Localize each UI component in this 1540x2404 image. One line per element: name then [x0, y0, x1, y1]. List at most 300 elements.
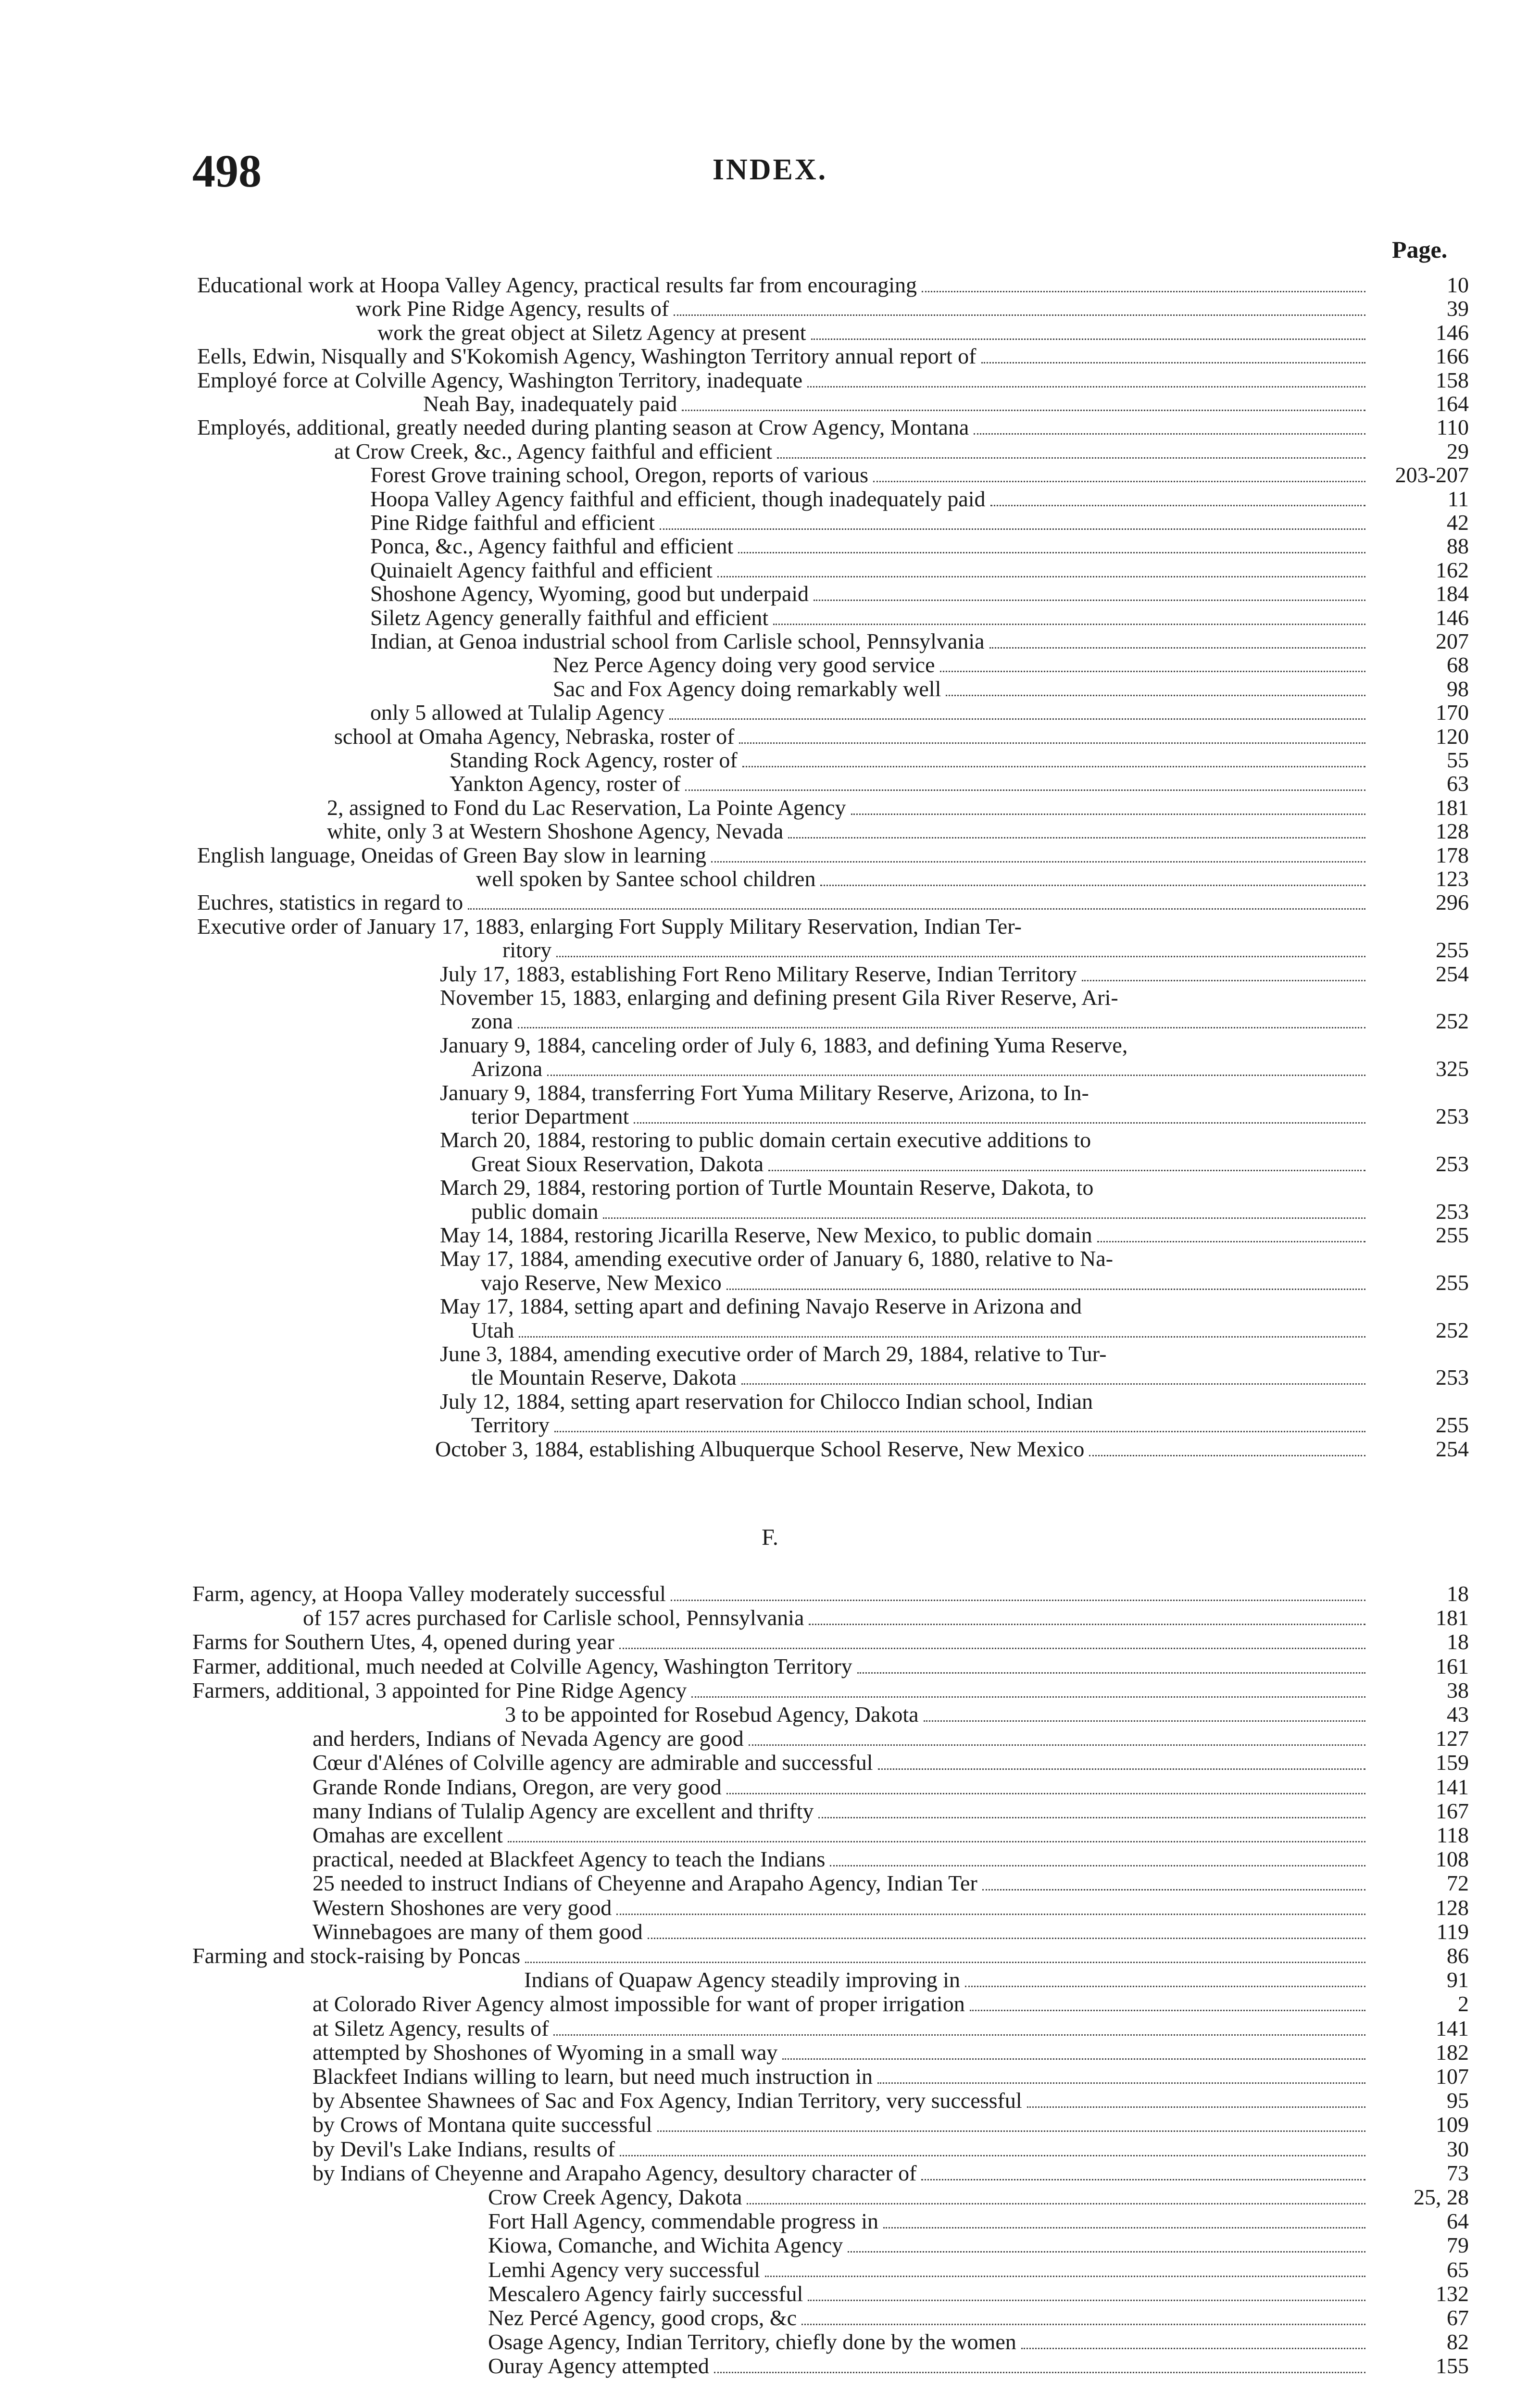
index-entry-text: at Siletz Agency, results of [313, 2016, 549, 2041]
index-entry-text: July 17, 1883, establishing Fort Reno Military Reserve, Indian Territory [440, 962, 1077, 986]
index-entry [303, 1606, 1370, 1630]
index-entry-page: 18 [1447, 1581, 1469, 1606]
index-entry-page: 159 [1436, 1750, 1469, 1775]
index-entry-page: 91 [1447, 1967, 1469, 1992]
index-entry [488, 2258, 1370, 2282]
index-entry-page: 30 [1447, 2137, 1469, 2161]
index-entry-page: 2 [1458, 1991, 1469, 2016]
index-entry [488, 2354, 1370, 2378]
dot-leader [468, 891, 1365, 910]
index-entry [471, 1200, 1370, 1224]
index-entry-text: Yankton Agency, roster of [450, 771, 681, 796]
index-entry-text: Ponca, &c., Agency faithful and efficient [370, 534, 734, 558]
dot-leader [1027, 916, 1365, 934]
index-entry [370, 487, 1370, 511]
dot-leader [801, 2306, 1365, 2325]
dot-leader [768, 1152, 1365, 1171]
dot-leader [765, 2258, 1365, 2277]
index-entry-page: 146 [1436, 320, 1469, 345]
dot-leader [620, 2138, 1365, 2156]
index-entry-text: Executive order of January 17, 1883, enlarging Fort Supply Military Reservation, Indian Ter- [197, 914, 1022, 939]
dot-leader [657, 2113, 1366, 2132]
index-entry [471, 1057, 1370, 1081]
page-column-label: Page. [1392, 236, 1448, 263]
index-entry [313, 2161, 1370, 2185]
index-entry [476, 867, 1370, 891]
index-entry [488, 2185, 1370, 2209]
index-entry-text: Educational work at Hoopa Valley Agency, practical results far from encouraging [197, 273, 917, 297]
index-entry-text: Employés, additional, greatly needed during planting season at Crow Agency, Montana [197, 415, 969, 439]
index-entry-text: March 29, 1884, restoring portion of Turtle Mountain Reserve, Dakota, to [440, 1175, 1094, 1200]
index-entry-text: Eells, Edwin, Nisqually and S'Kokomish Agency, Washington Territory annual report of [197, 344, 977, 368]
dot-leader [848, 2234, 1365, 2253]
index-entry-text: 25 needed to instruct Indians of Cheyenne and Arapaho Agency, Indian Ter [313, 1871, 977, 1895]
dot-leader [921, 2162, 1365, 2180]
index-entry [197, 344, 1370, 368]
page-number: 498 [192, 145, 262, 197]
index-entry [370, 582, 1370, 606]
index-entry-page: 88 [1447, 534, 1469, 558]
index-entry-page: 127 [1436, 1726, 1469, 1751]
index-entry [192, 1582, 1370, 1606]
index-entry-text: English language, Oneidas of Green Bay slow in learning [197, 843, 707, 867]
index-entry-page: 255 [1436, 1413, 1469, 1437]
index-entry-page: 253 [1436, 1365, 1469, 1390]
index-entry [450, 748, 1370, 772]
index-entry-text: Farm, agency, at Hoopa Valley moderately successful [192, 1581, 666, 1606]
index-entry-page: 167 [1436, 1799, 1469, 1823]
index-entry-page: 155 [1436, 2354, 1469, 2378]
index-entry [440, 1247, 1370, 1271]
index-entry-page: 253 [1436, 1199, 1469, 1224]
dot-leader [747, 2186, 1365, 2204]
dot-leader [922, 274, 1365, 292]
index-entry-text: Blackfeet Indians willing to learn, but need much instruction in [313, 2064, 873, 2089]
index-entry [553, 653, 1370, 677]
index-entry-page: 119 [1436, 1919, 1469, 1944]
dot-leader [807, 369, 1365, 388]
dot-leader [811, 321, 1365, 340]
dot-leader [669, 701, 1365, 720]
index-entry-page: 164 [1436, 391, 1469, 416]
dot-leader [1111, 1344, 1365, 1361]
index-entry-page: 18 [1447, 1629, 1469, 1654]
index-entry-text: Farmers, additional, 3 appointed for Pine Ridge Agency [192, 1678, 687, 1703]
index-entry-page: 123 [1436, 866, 1469, 891]
index-entry-text: public domain [471, 1199, 599, 1224]
index-entry-page: 98 [1447, 676, 1469, 701]
dot-leader [674, 297, 1365, 316]
dot-leader [788, 820, 1365, 839]
index-entry-text: by Absentee Shawnees of Sac and Fox Agency, Indian Territory, very successful [313, 2088, 1022, 2113]
index-entry [488, 2233, 1370, 2257]
index-entry [313, 1992, 1370, 2016]
index-entry [197, 415, 1370, 439]
index-entry-text: May 17, 1884, setting apart and defining Navajo Reserve in Arizona and [440, 1294, 1082, 1318]
index-entry-text: Grande Ronde Indians, Oregon, are very good [313, 1775, 722, 1799]
dot-leader [519, 1319, 1365, 1338]
index-entry [313, 2065, 1370, 2089]
dot-leader [749, 1727, 1365, 1746]
dot-leader [660, 511, 1365, 530]
dot-leader [773, 606, 1365, 625]
index-entry-text: Crow Creek Agency, Dakota [488, 2185, 742, 2209]
index-entry-page: 254 [1436, 1437, 1469, 1461]
index-entry-text: Great Sioux Reservation, Dakota [471, 1152, 764, 1176]
index-entry-page: 29 [1447, 439, 1469, 463]
index-entry [313, 2137, 1370, 2161]
index-entry-text: Lemhi Agency very successful [488, 2257, 760, 2282]
index-entry [313, 2016, 1370, 2041]
index-entry-page: 55 [1447, 748, 1469, 772]
index-entry-page: 325 [1436, 1056, 1469, 1081]
index-entry-text: Hoopa Valley Agency faithful and efficient, though inadequately paid [370, 487, 986, 511]
index-entry-page: 141 [1436, 2016, 1469, 2041]
index-entry-page: 162 [1436, 558, 1469, 582]
index-entry [440, 1081, 1370, 1105]
dot-leader [714, 2354, 1365, 2373]
dot-leader [691, 1679, 1365, 1698]
index-entry [488, 2282, 1370, 2306]
index-entry-text: by Indians of Cheyenne and Arapaho Agency, desultory character of [313, 2161, 917, 2185]
index-entry-page: 38 [1447, 1678, 1469, 1703]
index-entry-text: vajo Reserve, New Mexico [481, 1270, 722, 1295]
dot-leader [1021, 2330, 1365, 2349]
dot-leader [857, 1655, 1365, 1674]
index-entry [370, 701, 1370, 725]
index-entry [488, 2330, 1370, 2354]
dot-leader [685, 772, 1365, 791]
index-entry [481, 1271, 1370, 1295]
index-entry-text: Shoshone Agency, Wyoming, good but underpaid [370, 581, 809, 606]
index-entry [370, 511, 1370, 535]
dot-leader [818, 1800, 1365, 1818]
index-entry-page: 109 [1436, 2112, 1469, 2137]
index-entry-text: ritory [502, 938, 552, 962]
index-entry-text: Farmer, additional, much needed at Colville Agency, Washington Territory [192, 1654, 852, 1678]
index-entry-page: 158 [1436, 368, 1469, 392]
dot-leader [878, 1751, 1365, 1770]
index-entry-page: 255 [1436, 1223, 1469, 1247]
index-entry-text: Employé force at Colville Agency, Washington Territory, inadequate [197, 368, 803, 392]
index-entry-text: Territory [471, 1413, 550, 1437]
index-entry-text: November 15, 1883, enlarging and defining present Gila River Reserve, Ari- [440, 985, 1118, 1010]
dot-leader [547, 1057, 1365, 1076]
dot-leader [1118, 1249, 1365, 1266]
dot-leader [1097, 1224, 1365, 1242]
index-entry-text: many Indians of Tulalip Agency are excellent and thrifty [313, 1799, 814, 1823]
index-entry [440, 1176, 1370, 1200]
dot-leader [554, 1414, 1365, 1432]
dot-leader [717, 559, 1365, 577]
index-entry-page: 67 [1447, 2305, 1469, 2330]
dot-leader [619, 1630, 1365, 1649]
dot-leader [508, 1824, 1365, 1842]
index-entry-page: 108 [1436, 1847, 1469, 1871]
index-entry-page: 107 [1436, 2064, 1469, 2089]
index-entry-page: 184 [1436, 581, 1469, 606]
dot-leader [518, 1010, 1365, 1028]
index-entry-text: Pine Ridge faithful and efficient [370, 510, 655, 535]
index-entry-text: May 17, 1884, amending executive order of January 6, 1880, relative to Na- [440, 1246, 1114, 1271]
index-entry-text: 3 to be appointed for Rosebud Agency, Dakota [505, 1702, 919, 1727]
index-entry-text: March 20, 1884, restoring to public domain certain executive additions to [440, 1127, 1091, 1152]
index-entry-page: 110 [1436, 415, 1469, 439]
index-entry-text: of 157 acres purchased for Carlisle school, Pennsylvania [303, 1605, 804, 1630]
dot-leader [970, 1992, 1365, 2011]
dot-leader [814, 582, 1365, 601]
dot-leader [809, 1606, 1365, 1625]
index-entry-text: July 12, 1884, setting apart reservation for Chilocco Indian school, Indian [440, 1389, 1093, 1414]
index-entry-text: January 9, 1884, canceling order of July 6, 1883, and defining Yuma Reserve, [440, 1033, 1128, 1057]
index-entry-text: Nez Perce Agency doing very good service [553, 652, 935, 677]
index-entry-text: Farming and stock-raising by Poncas [192, 1943, 521, 1968]
index-entry [313, 1727, 1370, 1751]
dot-leader [648, 1920, 1365, 1939]
index-entry-text: Arizona [471, 1056, 543, 1081]
index-entry [334, 725, 1370, 749]
index-entry [370, 558, 1370, 582]
index-entry [370, 629, 1370, 653]
index-entry [370, 606, 1370, 630]
index-entry [313, 1799, 1370, 1823]
index-entry [313, 1775, 1370, 1799]
dot-leader [553, 2017, 1365, 2036]
dot-leader [1027, 2089, 1365, 2108]
index-entry-page: 65 [1447, 2257, 1469, 2282]
index-entry-text: Fort Hall Agency, commendable progress in [488, 2209, 879, 2233]
index-entry-text: Omahas are excellent [313, 1823, 503, 1847]
dot-leader [1132, 1035, 1365, 1052]
dot-leader [741, 1366, 1365, 1385]
index-entry-text: practical, needed at Blackfeet Agency to teach the Indians [313, 1847, 826, 1871]
index-entry-text: at Colorado River Agency almost impossible for want of proper irrigation [313, 1991, 965, 2016]
index-entry [370, 463, 1370, 487]
index-entry-text: 2, assigned to Fond du Lac Reservation, La Pointe Agency [327, 795, 846, 820]
index-entry-page: 95 [1447, 2088, 1469, 2113]
index-entry [197, 914, 1370, 939]
index-entry [435, 1437, 1370, 1461]
index-entry [440, 1033, 1370, 1057]
index-entry-page: 128 [1436, 1895, 1469, 1920]
dot-leader [671, 1582, 1365, 1601]
index-entry-text: Mescalero Agency fairly successful [488, 2281, 803, 2306]
dot-leader [525, 1944, 1365, 1963]
dot-leader [742, 749, 1365, 767]
index-entry-page: 132 [1436, 2281, 1469, 2306]
index-entry-text: well spoken by Santee school children [476, 866, 816, 891]
index-entry [502, 938, 1370, 962]
index-entry [440, 962, 1370, 986]
index-entry-page: 11 [1447, 487, 1469, 511]
index-entry-page: 82 [1447, 2329, 1469, 2354]
index-entry-page: 253 [1436, 1152, 1469, 1176]
index-entry-page: 86 [1447, 1943, 1469, 1968]
index-entry [313, 2113, 1370, 2137]
index-entry [488, 2306, 1370, 2330]
index-entry-page: 166 [1436, 344, 1469, 368]
index-entry-page: 296 [1436, 890, 1469, 914]
index-entry-page: 25, 28 [1414, 2185, 1469, 2209]
index-entry-page: 42 [1447, 510, 1469, 535]
dot-leader [946, 677, 1365, 696]
index-entry-page: 10 [1447, 273, 1469, 297]
dot-leader [726, 1776, 1365, 1794]
index-entry-page: 120 [1436, 724, 1469, 749]
index-entry [471, 1104, 1370, 1128]
dot-leader [682, 392, 1365, 411]
dot-leader [782, 2041, 1365, 2060]
index-entry [313, 1871, 1370, 1895]
index-entry-text: Utah [471, 1318, 514, 1342]
index-entry-page: 203-207 [1395, 463, 1469, 487]
dot-leader [1089, 1438, 1365, 1456]
index-entry-text: Winnebagoes are many of them good [313, 1919, 643, 1944]
index-entry-page: 178 [1436, 843, 1469, 867]
index-entry-page: 64 [1447, 2209, 1469, 2233]
index-entry-page: 73 [1447, 2161, 1469, 2185]
index-entry-text: at Crow Creek, &c., Agency faithful and efficient [334, 439, 773, 463]
index-entry-text: work the great object at Siletz Agency at present [377, 320, 806, 345]
index-entry-page: 182 [1436, 2040, 1469, 2065]
index-entry-text: by Devil's Lake Indians, results of [313, 2137, 615, 2161]
index-entry [471, 1365, 1370, 1390]
index-entry [313, 1823, 1370, 1847]
index-entry-text: terior Department [471, 1104, 629, 1128]
dot-leader [739, 725, 1365, 744]
index-entry [192, 1944, 1370, 1968]
index-entry [440, 986, 1370, 1010]
index-entry [505, 1703, 1370, 1727]
index-entry [471, 1413, 1370, 1437]
dot-leader [1094, 1083, 1365, 1100]
index-entry [192, 1630, 1370, 1654]
dot-leader [711, 844, 1365, 863]
dot-leader [830, 1848, 1365, 1866]
index-entry-text: Kiowa, Comanche, and Wichita Agency [488, 2233, 843, 2257]
index-entry-text: Farms for Southern Utes, 4, opened during year [192, 1629, 614, 1654]
index-entry-text: January 9, 1884, transferring Fort Yuma Military Reserve, Arizona, to In- [440, 1080, 1089, 1105]
index-entry-page: 68 [1447, 652, 1469, 677]
index-entry [197, 843, 1370, 867]
index-entry-text: and herders, Indians of Nevada Agency are good [313, 1726, 744, 1751]
dot-leader [981, 345, 1366, 363]
index-entry [488, 2209, 1370, 2233]
page-title: INDEX. [712, 153, 828, 186]
index-entry [440, 1342, 1370, 1366]
index-entry-page: 118 [1436, 1823, 1469, 1847]
index-entry-page: 63 [1447, 771, 1469, 796]
dot-leader [1123, 988, 1365, 1005]
index-entry [450, 772, 1370, 796]
index-entry-page: 252 [1436, 1009, 1469, 1033]
index-entry [356, 297, 1370, 321]
index-entry-text: tle Mountain Reserve, Dakota [471, 1365, 737, 1390]
index-entry [197, 273, 1370, 297]
index-entry [440, 1294, 1370, 1318]
index-entry-text: by Crows of Montana quite successful [313, 2112, 652, 2137]
index-entry [313, 2041, 1370, 2065]
dot-leader [634, 1105, 1365, 1124]
index-entry-page: 252 [1436, 1318, 1469, 1342]
index-entry-page: 254 [1436, 962, 1469, 986]
dot-leader [989, 630, 1365, 649]
index-entry [313, 1751, 1370, 1775]
dot-leader [1098, 1391, 1365, 1409]
dot-leader [726, 1271, 1365, 1290]
index-entry [313, 2089, 1370, 2113]
index-entry [197, 890, 1370, 914]
index-entry-text: Cœur d'Alénes of Colville agency are admirable and successful [313, 1750, 873, 1775]
index-entry [370, 534, 1370, 558]
index-entry [471, 1318, 1370, 1342]
dot-leader [1098, 1177, 1365, 1195]
index-entry-page: 181 [1436, 795, 1469, 820]
index-entry [440, 1223, 1370, 1247]
index-entry-page: 72 [1447, 1871, 1469, 1895]
dot-leader [556, 939, 1365, 957]
index-entry [313, 1920, 1370, 1944]
index-entry [471, 1152, 1370, 1176]
index-entry [313, 1896, 1370, 1920]
index-entry [440, 1390, 1370, 1414]
index-entry [423, 392, 1370, 416]
index-entry-text: May 14, 1884, restoring Jicarilla Reserve, New Mexico, to public domain [440, 1223, 1092, 1247]
section-letter-f: F. [762, 1525, 778, 1550]
index-entry-page: 146 [1436, 605, 1469, 630]
index-entry-page: 181 [1436, 1605, 1469, 1630]
index-entry-page: 170 [1436, 700, 1469, 725]
dot-leader [1087, 1296, 1365, 1314]
dot-leader [738, 535, 1365, 553]
dot-leader [974, 416, 1365, 435]
index-entry-text: zona [471, 1009, 513, 1033]
index-entry-text: Neah Bay, inadequately paid [423, 391, 677, 416]
index-entry [440, 1128, 1370, 1152]
dot-leader [616, 1896, 1365, 1915]
index-entry-text: Sac and Fox Agency doing remarkably well [553, 676, 941, 701]
index-entry-text: only 5 allowed at Tulalip Agency [370, 700, 665, 725]
dot-leader [877, 2065, 1365, 2084]
index-entry [327, 796, 1370, 820]
dot-leader [603, 1200, 1365, 1219]
dot-leader [982, 1872, 1365, 1891]
dot-leader [1082, 963, 1365, 981]
index-entry [471, 1009, 1370, 1033]
index-entry-text: Forest Grove training school, Oregon, reports of various [370, 463, 869, 487]
dot-leader [777, 440, 1365, 459]
index-entry-page: 39 [1447, 296, 1469, 321]
index-entry-text: Nez Percé Agency, good crops, &c [488, 2305, 797, 2330]
index-entry-page: 255 [1436, 1270, 1469, 1295]
dot-leader [820, 867, 1365, 886]
dot-leader [924, 1703, 1365, 1722]
index-entry-text: school at Omaha Agency, Nebraska, roster of [334, 724, 735, 749]
dot-leader [808, 2282, 1365, 2301]
index-entry [334, 439, 1370, 463]
index-entry-page: 255 [1436, 938, 1469, 962]
index-entry [327, 819, 1370, 843]
index-entry-page: 253 [1436, 1104, 1469, 1128]
index-entry-text: Indian, at Genoa industrial school from Carlisle school, Pennsylvania [370, 629, 985, 653]
index-entry-text: Quinaielt Agency faithful and efficient [370, 558, 713, 582]
index-entry-page: 79 [1447, 2233, 1469, 2257]
index-entry-text: October 3, 1884, establishing Albuquerque School Reserve, New Mexico [435, 1437, 1085, 1461]
dot-leader [940, 653, 1366, 672]
index-entry [197, 368, 1370, 392]
index-entry [524, 1968, 1370, 1992]
dot-leader [851, 796, 1365, 815]
